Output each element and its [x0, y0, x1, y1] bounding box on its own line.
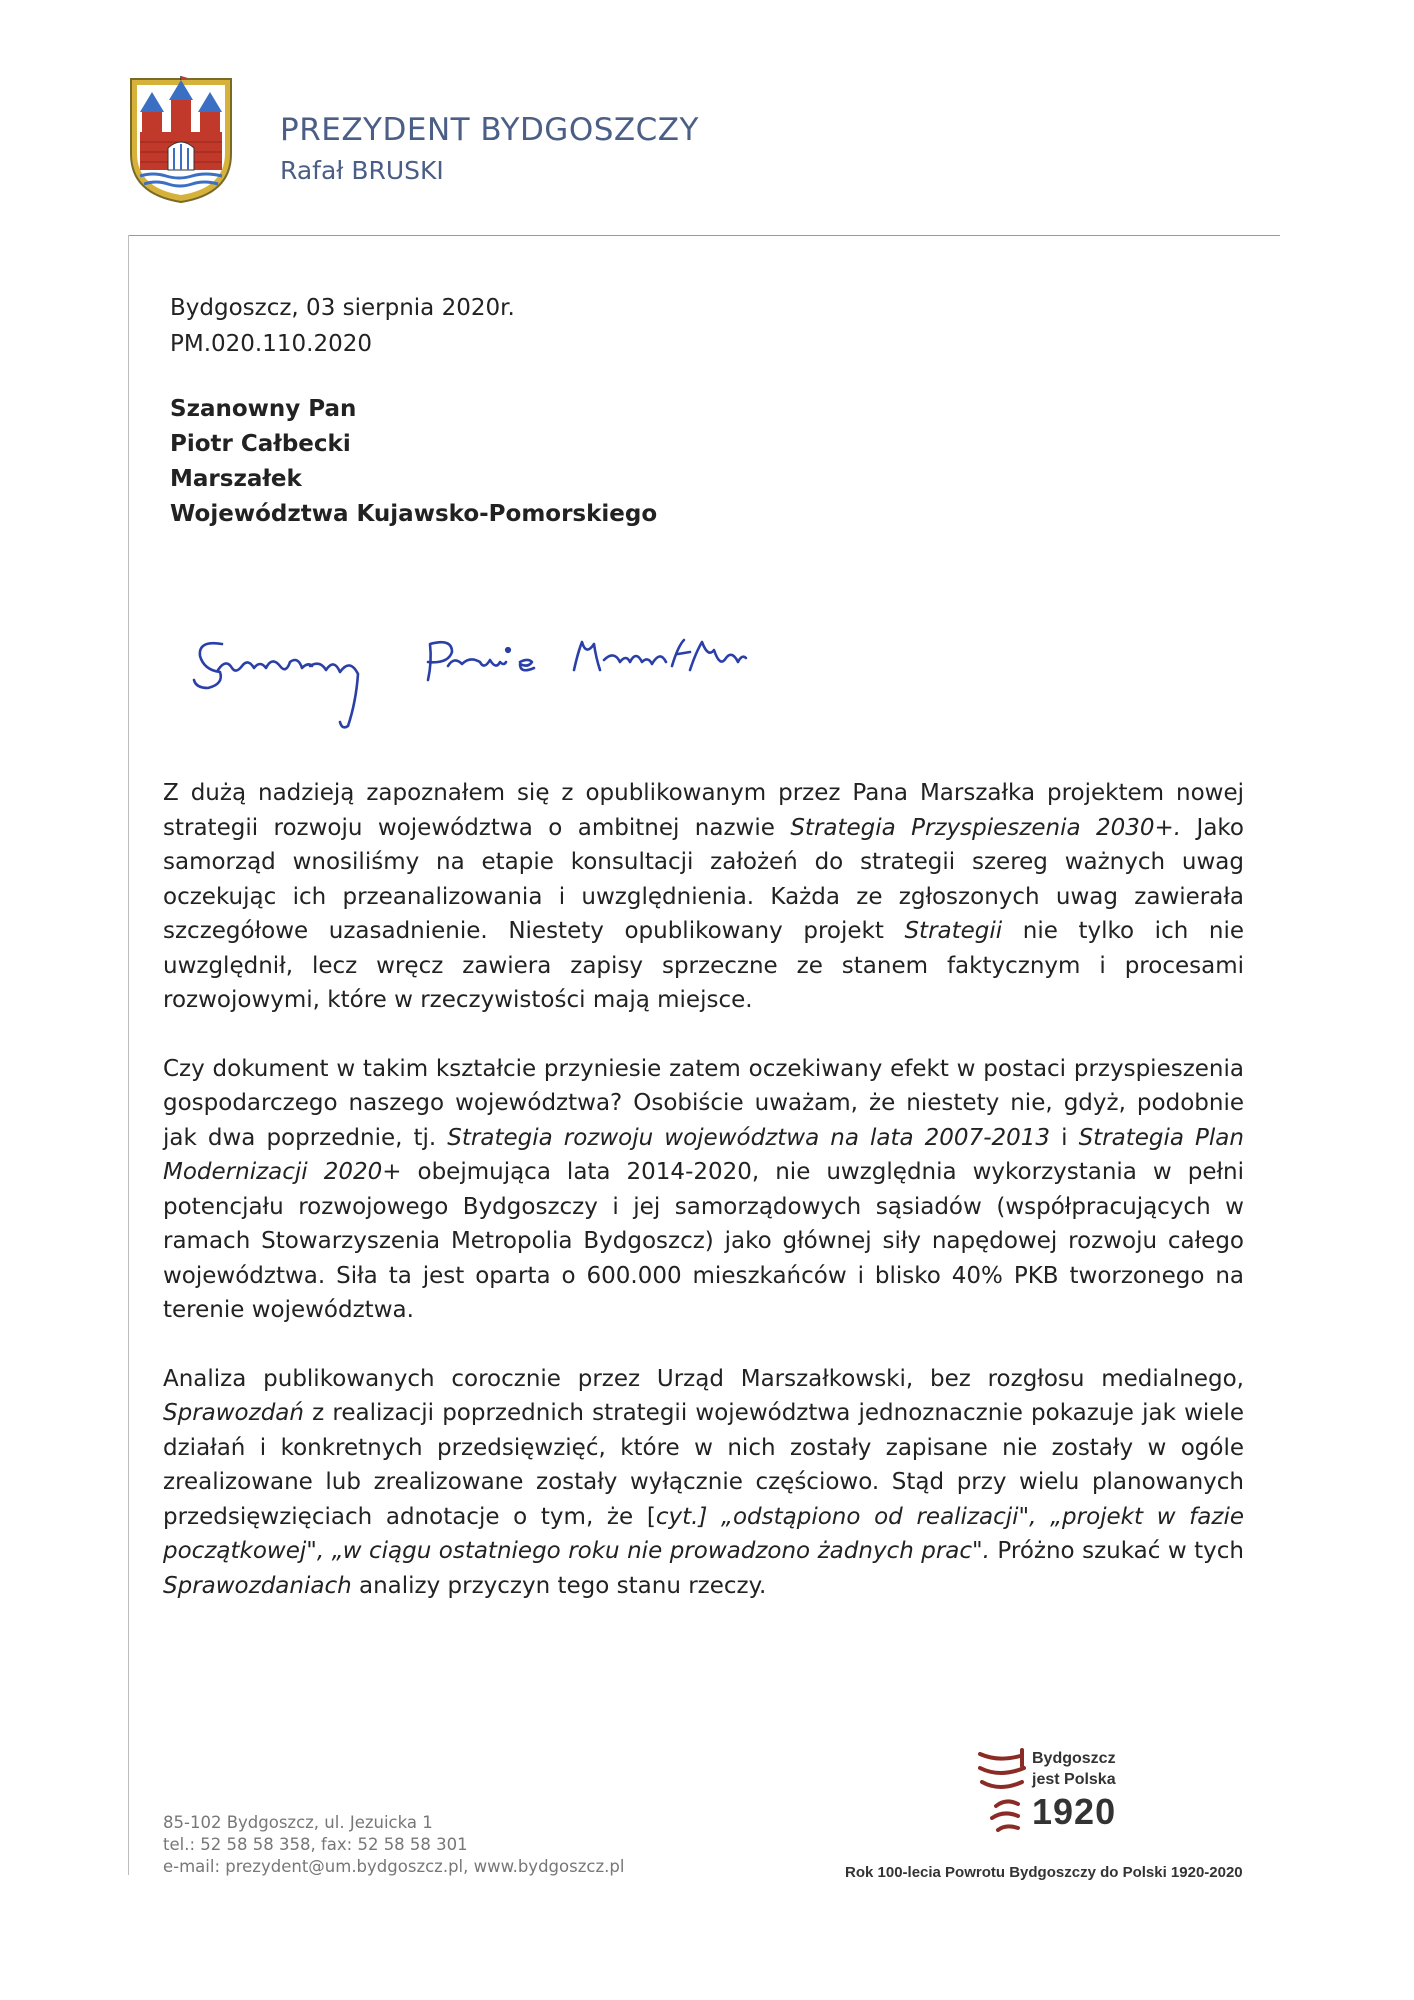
letter-meta — [170, 290, 515, 362]
margin-rule — [128, 235, 129, 1875]
text-run: Czy dokument w takim kształcie przyniesie zatem oczekiwany efekt w postaci przyspieszenia gospodarczego naszego województwa? Osobiście uważam, że niestety nie, gdyż, podobnie jak dwa poprzednie, tj. — [163, 1055, 1244, 1151]
italic-run: Strategia Przyspieszenia 2030+. — [790, 814, 1182, 841]
jubilee-line2: jest Polska — [1032, 1771, 1116, 1788]
paragraph — [163, 1052, 1244, 1328]
italic-run: Strategia Plan Modernizacji 2020+ — [163, 1124, 1244, 1185]
italic-run: Strategii — [904, 918, 1003, 944]
header-divider — [128, 235, 1280, 236]
text-run: Z dużą nadzieją zapoznałem się z opublikowanym przez Pana Marszałka projektem nowej strategii rozwoju województwa o ambitnej nazwie — [163, 780, 1244, 841]
jubilee-line1: Bydgoszcz — [1032, 1750, 1116, 1767]
addressee-line: Piotr Całbecki — [170, 431, 351, 457]
header-title: PREZYDENT BYDGOSZCZY — [280, 112, 699, 148]
text-run: z realizacji poprzednich strategii województwa jednoznacznie pokazuje jak wiele działań i konkretnych przedsięwzięć, które w nich zostały zapisane nie zostały w ogóle zrealizowane lub zrealizowane zostały wyłącznie częściowo. Stąd przy wielu planowanych przedsięwzięciach adnotacje o tym, że [ — [163, 1400, 1244, 1530]
text-run: analizy przyczyn tego stanu rzeczy. — [351, 1572, 767, 1599]
text-run: Jako samorząd wnosiliśmy na etapie konsultacji założeń do strategii szereg ważnych uwag oczekując ich przeanalizowania i uwzględnienia. Każda ze zgłoszonych uwag zawierała szczegółowe uzasadnienie. Niestety opublikowany projekt — [163, 814, 1245, 944]
reference-number: PM.020.110.2020 — [170, 331, 372, 357]
anniversary-caption: Rok 100-lecia Powrotu Bydgoszczy do Polski 1920-2020 — [845, 1864, 1243, 1881]
text-run: obejmująca lata 2014-2020, nie uwzględnia wykorzystania w pełni potencjału rozwojowego Bydgoszczy i jej samorządowych sąsiadów (współpracujących w ramach Stowarzyszenia Metropolia Bydgoszcz) jako głównej siły napędowej rozwoju całego województwa. Siła ta jest oparta o 600.000 mieszkańców i blisko 40% PKB tworzonego na terenie województwa. — [163, 1159, 1244, 1323]
text-run: Próżno szukać w tych — [989, 1538, 1244, 1564]
jubilee-year: 1920 — [1032, 1791, 1117, 1832]
footer-email-www: e-mail: prezydent@um.bydgoszcz.pl, www.bydgoszcz.pl — [163, 1857, 625, 1876]
jubilee-logo-text — [1032, 1748, 1116, 1832]
letter-body — [163, 776, 1244, 1637]
paragraph — [163, 776, 1244, 1018]
addressee-line: Województwa Kujawsko-Pomorskiego — [170, 501, 658, 527]
text-run: nie tylko ich nie uwzględnił, lecz wręcz zawiera zapisy sprzeczne ze stanem faktycznym i procesami rozwojowymi, które w rzeczywistości mają miejsce. — [163, 918, 1245, 1013]
addressee-line: Marszałek — [170, 466, 302, 492]
footer-phone: tel.: 52 58 58 358, fax: 52 58 58 301 — [163, 1835, 468, 1854]
text-run: i — [1050, 1124, 1079, 1151]
bydgoszcz-coat-of-arms-icon — [128, 76, 234, 204]
footer-contact — [163, 1812, 624, 1878]
footer-address: 85-102 Bydgoszcz, ul. Jezuicka 1 — [163, 1813, 433, 1832]
addressee-line: Szanowny Pan — [170, 396, 357, 422]
italic-run: cyt.] „odstąpiono od realizacji", „projekt w fazie początkowej", „w ciągu ostatniego roku nie prowadzono żadnych prac". — [163, 1503, 1244, 1564]
italic-run: Sprawozdaniach — [163, 1572, 352, 1599]
text-run: Analiza publikowanych corocznie przez Urząd Marszałkowski, bez rozgłosu medialnego, — [163, 1365, 1244, 1392]
addressee-block — [170, 392, 657, 532]
place-date: Bydgoszcz, 03 sierpnia 2020r. — [170, 295, 515, 321]
italic-run: Sprawozdań — [163, 1400, 304, 1426]
header-name: Rafał BRUSKI — [280, 156, 444, 185]
paragraph — [163, 1362, 1244, 1604]
handwritten-salutation — [190, 622, 810, 742]
italic-run: Strategia rozwoju województwa na lata 2007-2013 — [447, 1124, 1051, 1151]
